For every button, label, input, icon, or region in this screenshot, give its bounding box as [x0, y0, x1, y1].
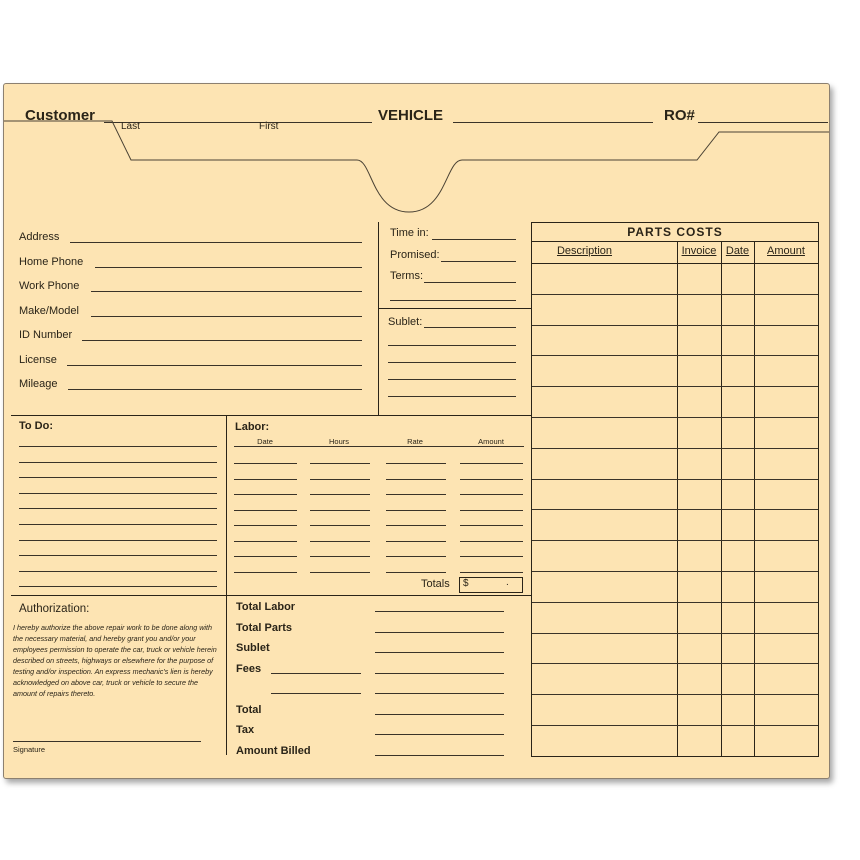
labor-cell-line[interactable] [310, 556, 370, 557]
labor-cell-line[interactable] [386, 556, 446, 557]
total-line[interactable] [375, 714, 504, 715]
todo-line[interactable] [19, 462, 217, 463]
labor-cell-line[interactable] [310, 479, 370, 480]
labor-cell-line[interactable] [386, 541, 446, 542]
todo-title: To Do: [19, 420, 54, 432]
amount-billed-line[interactable] [375, 755, 504, 756]
labor-cell-line[interactable] [460, 510, 523, 511]
authorization-title: Authorization: [19, 603, 90, 615]
labor-cell-line[interactable] [234, 494, 297, 495]
labor-col-date: Date [257, 437, 273, 446]
sublet-line[interactable] [424, 327, 516, 328]
time-in-label: Time in: [390, 227, 429, 239]
todo-line[interactable] [19, 586, 217, 587]
parts-row-line[interactable] [532, 355, 818, 356]
divider-bottom [11, 595, 531, 596]
labor-cell-line[interactable] [460, 541, 523, 542]
todo-line[interactable] [19, 540, 217, 541]
totals-decimal: . [506, 577, 509, 588]
sublet-summary-label: Sublet [236, 642, 270, 654]
divider-sublet [378, 308, 531, 309]
customer-label: Customer [25, 107, 96, 124]
parts-col-amount: Amount [767, 245, 805, 257]
todo-line[interactable] [19, 524, 217, 525]
terms-label: Terms: [390, 270, 423, 282]
field-label: Work Phone [19, 280, 80, 292]
parts-row-line[interactable] [532, 509, 818, 510]
ro-label: RO# [664, 107, 695, 124]
labor-cell-line[interactable] [386, 463, 446, 464]
field-line[interactable] [70, 242, 362, 243]
labor-title: Labor: [235, 421, 270, 433]
labor-cell-line[interactable] [386, 479, 446, 480]
labor-cell-line[interactable] [234, 479, 297, 480]
parts-row-line[interactable] [532, 725, 818, 726]
labor-cell-line[interactable] [386, 510, 446, 511]
todo-line[interactable] [19, 493, 217, 494]
time-in-line[interactable] [432, 239, 516, 240]
labor-col-hours: Hours [328, 437, 349, 446]
labor-cell-line[interactable] [310, 541, 370, 542]
labor-cell-line[interactable] [460, 525, 523, 526]
sublet-label: Sublet: [388, 316, 423, 328]
divider-todo-labor [226, 415, 227, 755]
parts-title-divider [532, 241, 818, 242]
parts-row-line[interactable] [532, 602, 818, 603]
parts-col-divider [677, 241, 678, 756]
parts-col-description: Description [556, 245, 613, 257]
total-labor-label: Total Labor [236, 601, 296, 613]
terms-line-2[interactable] [390, 300, 516, 301]
totals-box[interactable] [459, 577, 523, 593]
parts-row-line[interactable] [532, 417, 818, 418]
tax-line[interactable] [375, 734, 504, 735]
parts-row-line[interactable] [532, 633, 818, 634]
parts-row-line[interactable] [532, 325, 818, 326]
signature-label: Signature [13, 745, 46, 754]
sublet-summary-line[interactable] [375, 652, 504, 653]
labor-header-line [234, 446, 524, 447]
field-label: Mileage [19, 378, 58, 390]
field-label: License [19, 353, 57, 366]
tax-label: Tax [236, 724, 255, 736]
parts-row-line[interactable] [532, 540, 818, 541]
todo-line[interactable] [19, 446, 217, 447]
sublet-line[interactable] [388, 362, 516, 363]
sublet-line[interactable] [388, 379, 516, 380]
parts-row-line[interactable] [532, 386, 818, 387]
todo-line[interactable] [19, 508, 217, 509]
field-line[interactable] [82, 340, 362, 341]
totals-currency: $ [463, 578, 469, 589]
field-label: ID Number [19, 329, 73, 341]
todo-line[interactable] [19, 555, 217, 556]
parts-costs-title: PARTS COSTS [627, 225, 723, 239]
labor-cell-line[interactable] [310, 572, 370, 573]
labor-cell-line[interactable] [234, 510, 297, 511]
parts-row-line[interactable] [532, 479, 818, 480]
labor-cell-line[interactable] [310, 494, 370, 495]
labor-col-rate: Rate [407, 437, 423, 446]
divider-time [378, 222, 379, 415]
signature-line[interactable] [13, 741, 201, 742]
parts-row-line[interactable] [532, 663, 818, 664]
terms-line[interactable] [424, 282, 516, 283]
fees-desc-line[interactable] [271, 673, 361, 674]
divider-middle [11, 415, 531, 416]
labor-cell-line[interactable] [310, 525, 370, 526]
repair-order-envelope [3, 83, 830, 779]
parts-col-date: Date [725, 245, 750, 257]
parts-costs-table [531, 222, 819, 757]
totals-label: Totals [421, 578, 450, 590]
labor-cell-line[interactable] [234, 463, 297, 464]
parts-row-line[interactable] [532, 294, 818, 295]
parts-row-line[interactable] [532, 694, 818, 695]
promised-label: Promised: [390, 249, 440, 261]
fees-label: Fees [236, 663, 262, 675]
field-line[interactable] [91, 291, 362, 292]
parts-row-line[interactable] [532, 571, 818, 572]
field-label: Make/Model [19, 304, 79, 317]
vehicle-label: VEHICLE [378, 107, 444, 124]
authorization-text: I hereby authorize the above repair work to be done along with the necessary material, and hereby grant you and/or your employees permission to operate the car, truck or vehicle herein described on streets, highways or elsewhere for the purpose of testing and/or inspection. An express mechanic's lien is hereby acknowledged on above car, truck or vehicle to secure the amount of repairs thereto. [13, 623, 217, 698]
total-parts-label: Total Parts [236, 622, 293, 634]
labor-cell-line[interactable] [460, 494, 523, 495]
promised-line[interactable] [441, 261, 516, 262]
parts-header-divider [532, 263, 818, 264]
total-label: Total [236, 704, 262, 716]
labor-cell-line[interactable] [234, 572, 297, 573]
last-label: Last [121, 121, 140, 132]
labor-cell-line[interactable] [310, 463, 370, 464]
labor-cell-line[interactable] [310, 510, 370, 511]
field-line[interactable] [91, 316, 362, 317]
field-line[interactable] [95, 267, 362, 268]
field-label: Home Phone [19, 255, 84, 268]
parts-col-invoice: Invoice [681, 245, 717, 257]
todo-line[interactable] [19, 571, 217, 572]
fees-line-2[interactable] [375, 693, 504, 694]
todo-line[interactable] [19, 477, 217, 478]
labor-cell-line[interactable] [386, 494, 446, 495]
parts-col-divider [754, 241, 755, 756]
parts-row-line[interactable] [532, 448, 818, 449]
labor-cell-line[interactable] [386, 572, 446, 573]
labor-cell-line[interactable] [460, 572, 523, 573]
labor-cell-line[interactable] [460, 479, 523, 480]
amount-billed-label: Amount Billed [236, 745, 311, 757]
envelope-flap-outline [4, 84, 829, 224]
total-parts-line[interactable] [375, 632, 504, 633]
labor-col-amount: Amount [478, 437, 504, 446]
fees-desc-line-2[interactable] [271, 693, 361, 694]
labor-cell-line[interactable] [234, 556, 297, 557]
field-label: Address [19, 231, 60, 243]
total-labor-line[interactable] [375, 611, 504, 612]
first-label: First [259, 121, 279, 132]
labor-cell-line[interactable] [460, 463, 523, 464]
field-line[interactable] [68, 389, 362, 390]
labor-cell-line[interactable] [386, 525, 446, 526]
fees-line[interactable] [375, 673, 504, 674]
labor-cell-line[interactable] [234, 541, 297, 542]
sublet-line[interactable] [388, 396, 516, 397]
sublet-line[interactable] [388, 345, 516, 346]
field-line[interactable] [67, 365, 362, 366]
labor-cell-line[interactable] [234, 525, 297, 526]
labor-cell-line[interactable] [460, 556, 523, 557]
parts-col-divider [721, 241, 722, 756]
